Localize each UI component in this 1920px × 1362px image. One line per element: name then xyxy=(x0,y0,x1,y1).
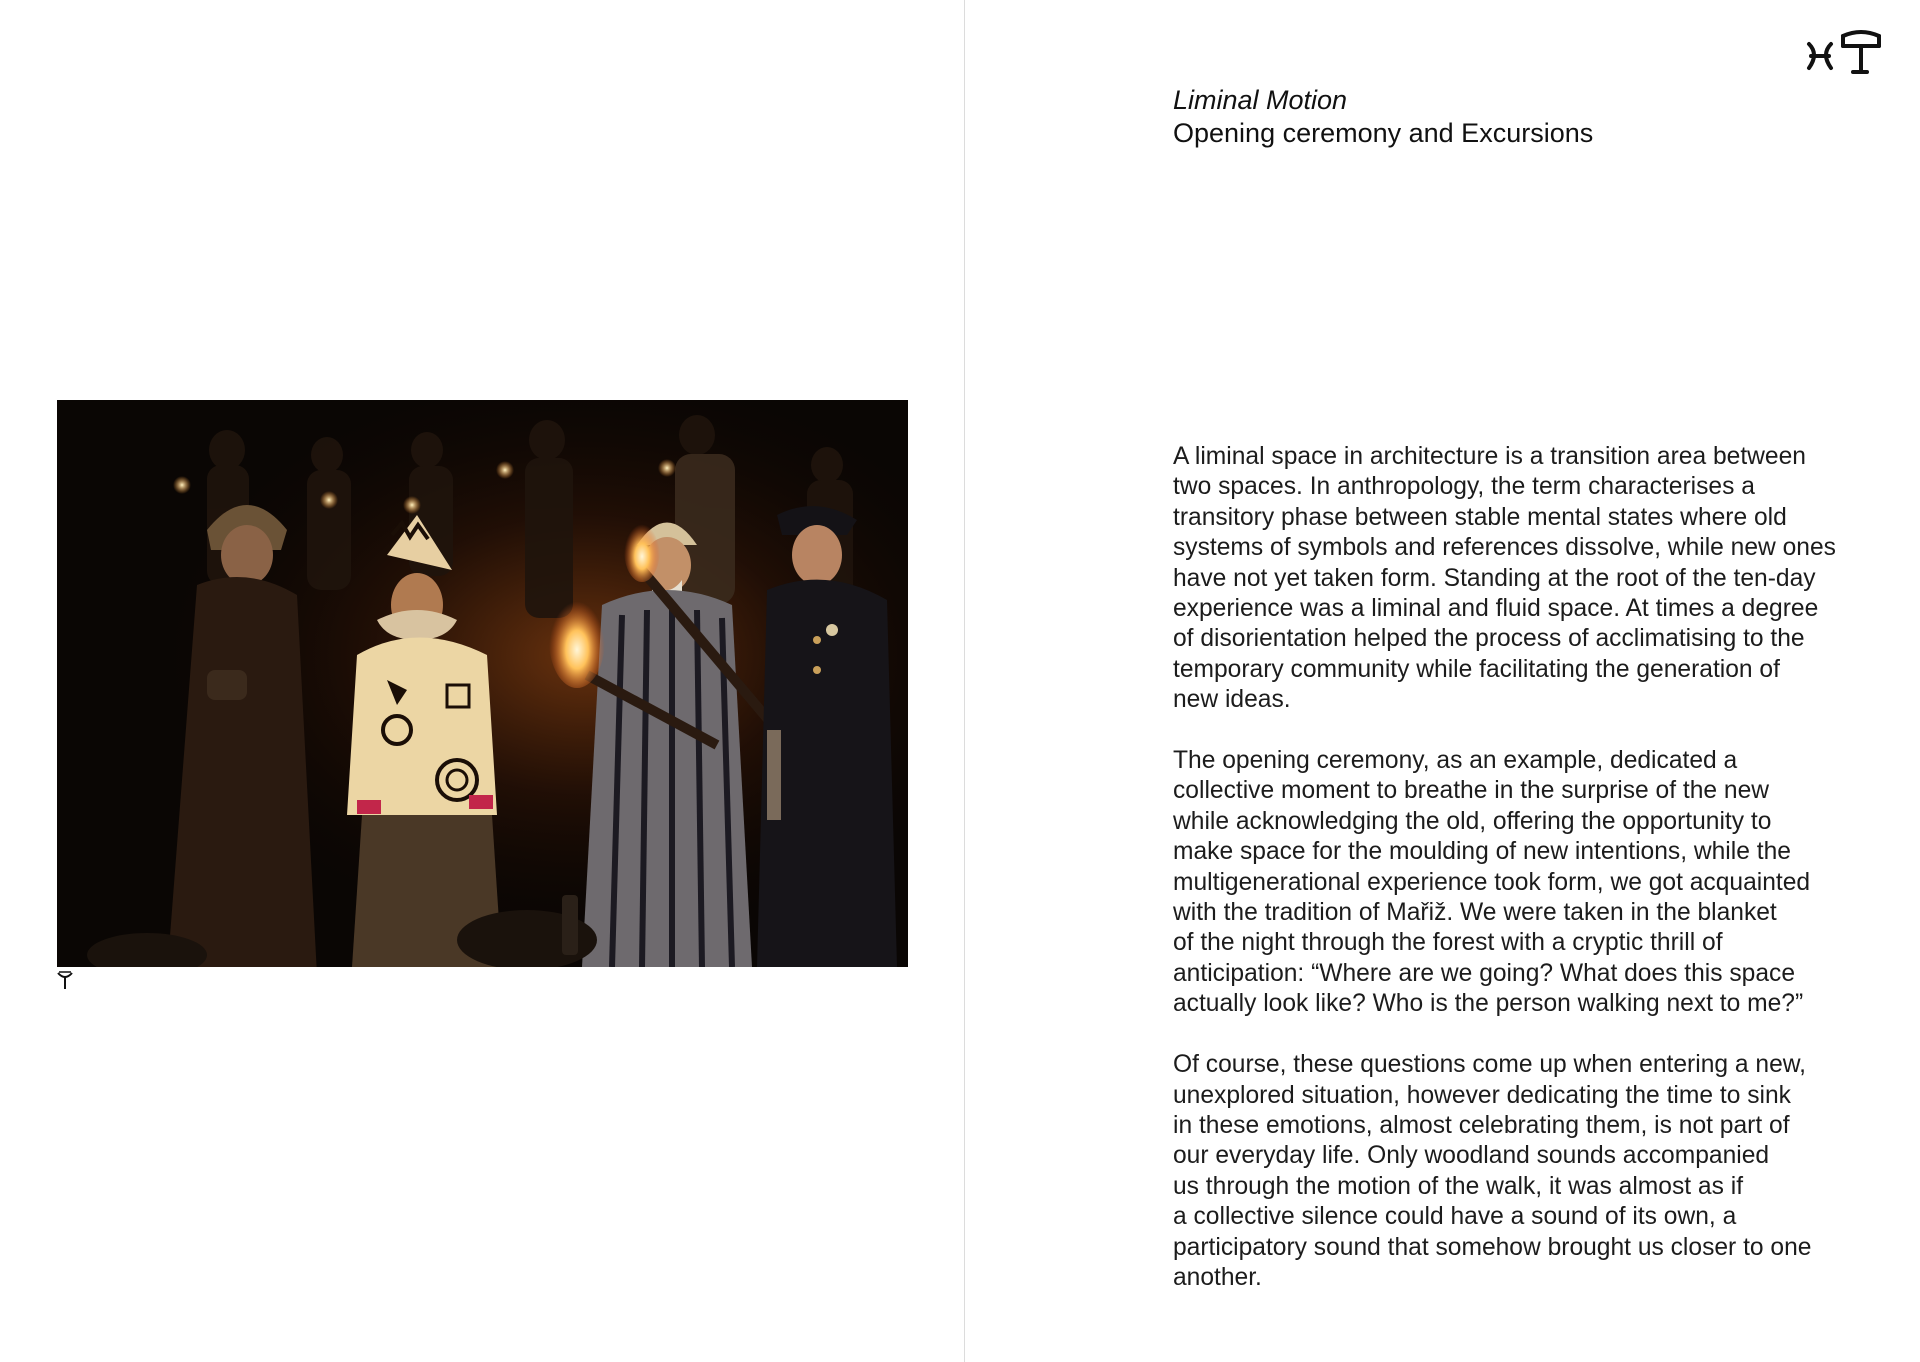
ceremony-photo xyxy=(57,400,908,967)
body-paragraph-1: A liminal space in architecture is a transition area between two spaces. In anthropology, the term characterises a transitory phase between stable mental states where old systems of symbols and references dissolve, while new ones have not yet taken form. Standing at the root of the ten-day experience was a liminal and fluid space. At times a degree of disorientation helped the process of acclimatising to the temporary community while facilitating the generation of new ideas. xyxy=(1173,443,1836,714)
twin-glyph-logo-icon xyxy=(1805,26,1881,76)
ceremony-photo-illustration xyxy=(57,400,908,967)
trident-mark-icon xyxy=(56,970,74,990)
article-title: Liminal Motion xyxy=(1173,85,1348,115)
article-subtitle: Opening ceremony and Excursions xyxy=(1173,118,1594,148)
article-heading xyxy=(1173,84,1873,150)
article-body xyxy=(1173,442,1903,1324)
body-paragraph-3: Of course, these questions come up when entering a new, unexplored situation, however dedicating the time to sink in these emotions, almost celebrating them, is not part of our everyday life. Only woodland sounds accompanied us through the motion of the walk, it was almost as if a collective silence could have a sound of its own, a participatory sound that somehow brought us closer to one another. xyxy=(1173,1051,1812,1291)
body-paragraph-2: The opening ceremony, as an example, dedicated a collective moment to breathe in the surprise of the new while acknowledging the old, offering the opportunity to make space for the moulding of new intentions, while the multigenerational experience took form, we got acquainted with the tradition of Mařiž. We were taken in the blanket of the night through the forest with a cryptic thrill of anticipation: “Where are we going? What does this space actually look like? Who is the person walking next to me?” xyxy=(1173,747,1811,1018)
